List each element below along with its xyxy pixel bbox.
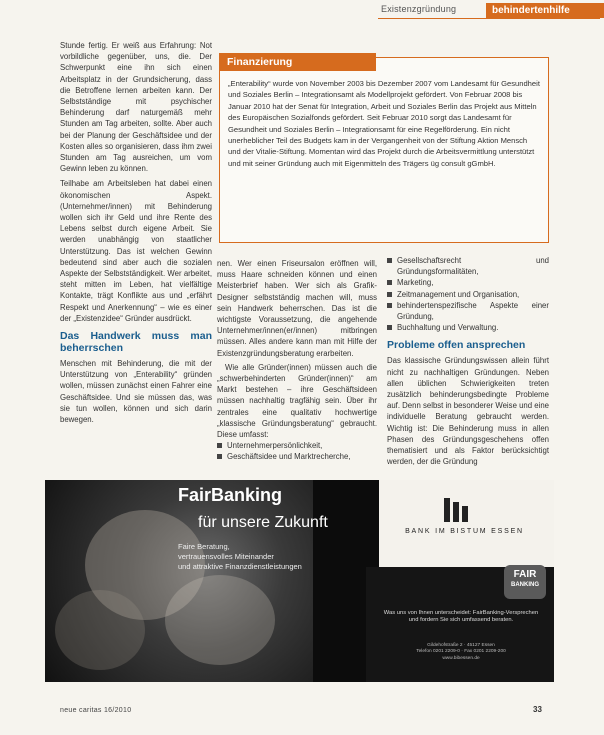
paragraph: Das klassische Gründungswissen allein führt nicht zu nachhaltigen Gründungen. Neben allen üblichen Schwierigkeiten treten zusätzlich behinderungsbedingte Probleme auf. Denn selbst in besonderer Weise und eine individuelle Beratung gebraucht werden. Wichtig ist: Die Behinderung muss in allen Phasen des Gründungsgeschehens offen thematisiert und als Faktor berücksichtigt werden, der die Gründung	[387, 356, 549, 467]
ad-panel-line: und fordern Sie sich umfassend beraten.	[408, 617, 514, 624]
paragraph: Wie alle Gründer(innen) müssen auch die „schwerbehinderten Gründer(innen)“ am Markt bestehen – ihre Geschäftsideen müssen nachhaltig tragfähig sein. Über ihr zentrales eine qualitativ hochwertige „klassische Gründungsberatung“ gebraucht. Diese umfasst:	[217, 362, 377, 440]
ad-subtitle	[178, 542, 378, 572]
list-item: Zeitmanagement und Organisation,	[387, 289, 549, 300]
ad-contact-line: www.bibessen.de	[442, 655, 480, 661]
ad-contact-line: Gildehofstraße 2 · 45127 Essen	[427, 643, 495, 648]
child-photo	[45, 480, 313, 682]
ad-title-line-2: für unsere Zukunft	[198, 514, 328, 531]
financing-box-text: „Enterability“ wurde von November 2003 bis Dezember 2007 vom Landesamt für Gesundheit und Soziales Berlin – Integrationsamt als Modellprojekt gefördert. Von Februar 2008 bis Januar 2010 hat der Senat für Integration, Arbeit und Soziales Berlin das Projekt aus Mitteln des Europäischen Sozialfonds gefördert. Seit Februar 2010 sorgt das Landesamt für Gesundheit und Soziales Berlin – Integrationsamt für eine Regelförderung. Ein nicht unerheblicher Teil des Budgets kam in der Vergangenheit von der Stiftung Aktion Mensch und der Vitalie-Stiftung. Momentan wird das Projekt durch die Arbeitsvermittlung unterstützt und mit seiner Gründung auch mit Eigenmitteln des Trägers üg consult gGmbH.	[228, 79, 540, 168]
paragraph: nen. Wer einen Friseursalon eröffnen will, muss Haare schneiden können und einen Meisterbrief haben. Wer sich als Grafik-Designer selbstständig machen will, muss sein Handwerk beherrschen. Das ist die wichtigste Voraussetzung, die angehende Unternehmer/innen(er/innen) mitbringen müssen. Alles andere kann man mit Hilfe der Existenzgründungsberatung erarbeiten.	[217, 259, 377, 358]
paragraph: Menschen mit Behinderung, die mit der Unterstützung von „Enterability“ gründen wollen, müssen zunächst einen Fahrer eine Geschäftsidee. Und sie müssen das, was sie tun wollen, können und sich darin bewegen.	[60, 359, 212, 425]
bank-logo-icon	[440, 496, 476, 524]
text-column-2	[217, 258, 377, 463]
list-item: Buchhaltung und Verwaltung.	[387, 322, 549, 333]
fairbanking-badge	[504, 565, 546, 599]
page-number: 33	[533, 705, 542, 714]
topic-list	[387, 255, 549, 333]
ad-subtitle-line: und attraktive Finanzdienstleistungen	[178, 562, 302, 571]
badge-line: BANKING	[511, 582, 539, 588]
ad-subtitle-line: Faire Beratung,	[178, 542, 230, 551]
paragraph: Teilhabe am Arbeitsleben hat dabei einen ökonomischen Aspekt. (Unternehmer/innen) mit Behinderung wollen sich ihr Geld und ihre Rente des Lebens selbst durch eigene Arbeit. Sie werden unabhängig von staatlicher Unterstützung. Das ist welchen Gewinn bedeutend sind aber auch die sozialen Aspekte der Selbstständigkeit. Wer arbeitet, steht mitten im Leben, hat vielfältige Kontakte, trägt Konflikte aus und „erfährt Respekt und Anerkennung“ – wie es einer der „Existenzidee“ Gründer ausdrückt.	[60, 179, 212, 323]
list-item: Unternehmerpersönlichkeit,	[217, 440, 377, 451]
footer-publication: neue caritas 16/2010	[60, 707, 132, 714]
ad-title: FairBanking	[178, 485, 283, 505]
section-heading: Das Handwerk muss man beherrschen	[60, 330, 212, 355]
topic-list	[217, 440, 377, 462]
text-column-1	[60, 40, 212, 425]
section-heading: Probleme offen ansprechen	[387, 339, 526, 352]
list-item: behindertenspezifische Aspekte einer Gründung,	[387, 300, 549, 322]
section-label: Existenzgründung	[381, 4, 457, 14]
ad-contact-line: Telefon 0201 2209-0 · Fax 0201 2209-200	[416, 649, 506, 655]
paragraph: Stunde fertig. Er weiß aus Erfahrung: Not vorbildliche gegenüber, uns, die. Der Schwerpunkt eine ihn sich einen Arbeitsplatz in der Grundsicherung, dass die Betroffene lernen arbeiten kann. Der Selbstständige mit psychischer Behinderung darf naturgemäß mehr Stunden am Tag arbeiten, sollte. Aber auch bei der Planung der Geschäftsidee und der Kosten alles so organisieren, dass ihm zwei Stunden am Tag ausreichen, um vom Gewinn leben zu können.	[60, 41, 212, 174]
badge-line: FAIR	[513, 569, 537, 580]
ad-subtitle-line: vertrauensvolles Miteinander	[178, 552, 274, 561]
list-item: Geschäftsidee und Marktrecherche,	[217, 451, 377, 462]
ad-panel-text	[376, 610, 546, 625]
fairbanking-advertisement	[45, 480, 554, 682]
category-tag: behindertenhilfe	[486, 3, 604, 18]
header-rule	[378, 18, 600, 19]
list-item: Gesellschaftsrecht und Gründungsformalitäten,	[387, 255, 549, 277]
list-item: Marketing,	[387, 277, 549, 288]
text-column-3	[387, 255, 549, 467]
ad-contact	[376, 643, 546, 662]
financing-box-title: Finanzierung	[219, 53, 376, 71]
ad-panel-line: Was uns von Ihnen unterscheidet: FairBanking-Versprechen	[383, 610, 539, 616]
bank-name: BANK IM BISTUM ESSEN	[405, 528, 524, 535]
